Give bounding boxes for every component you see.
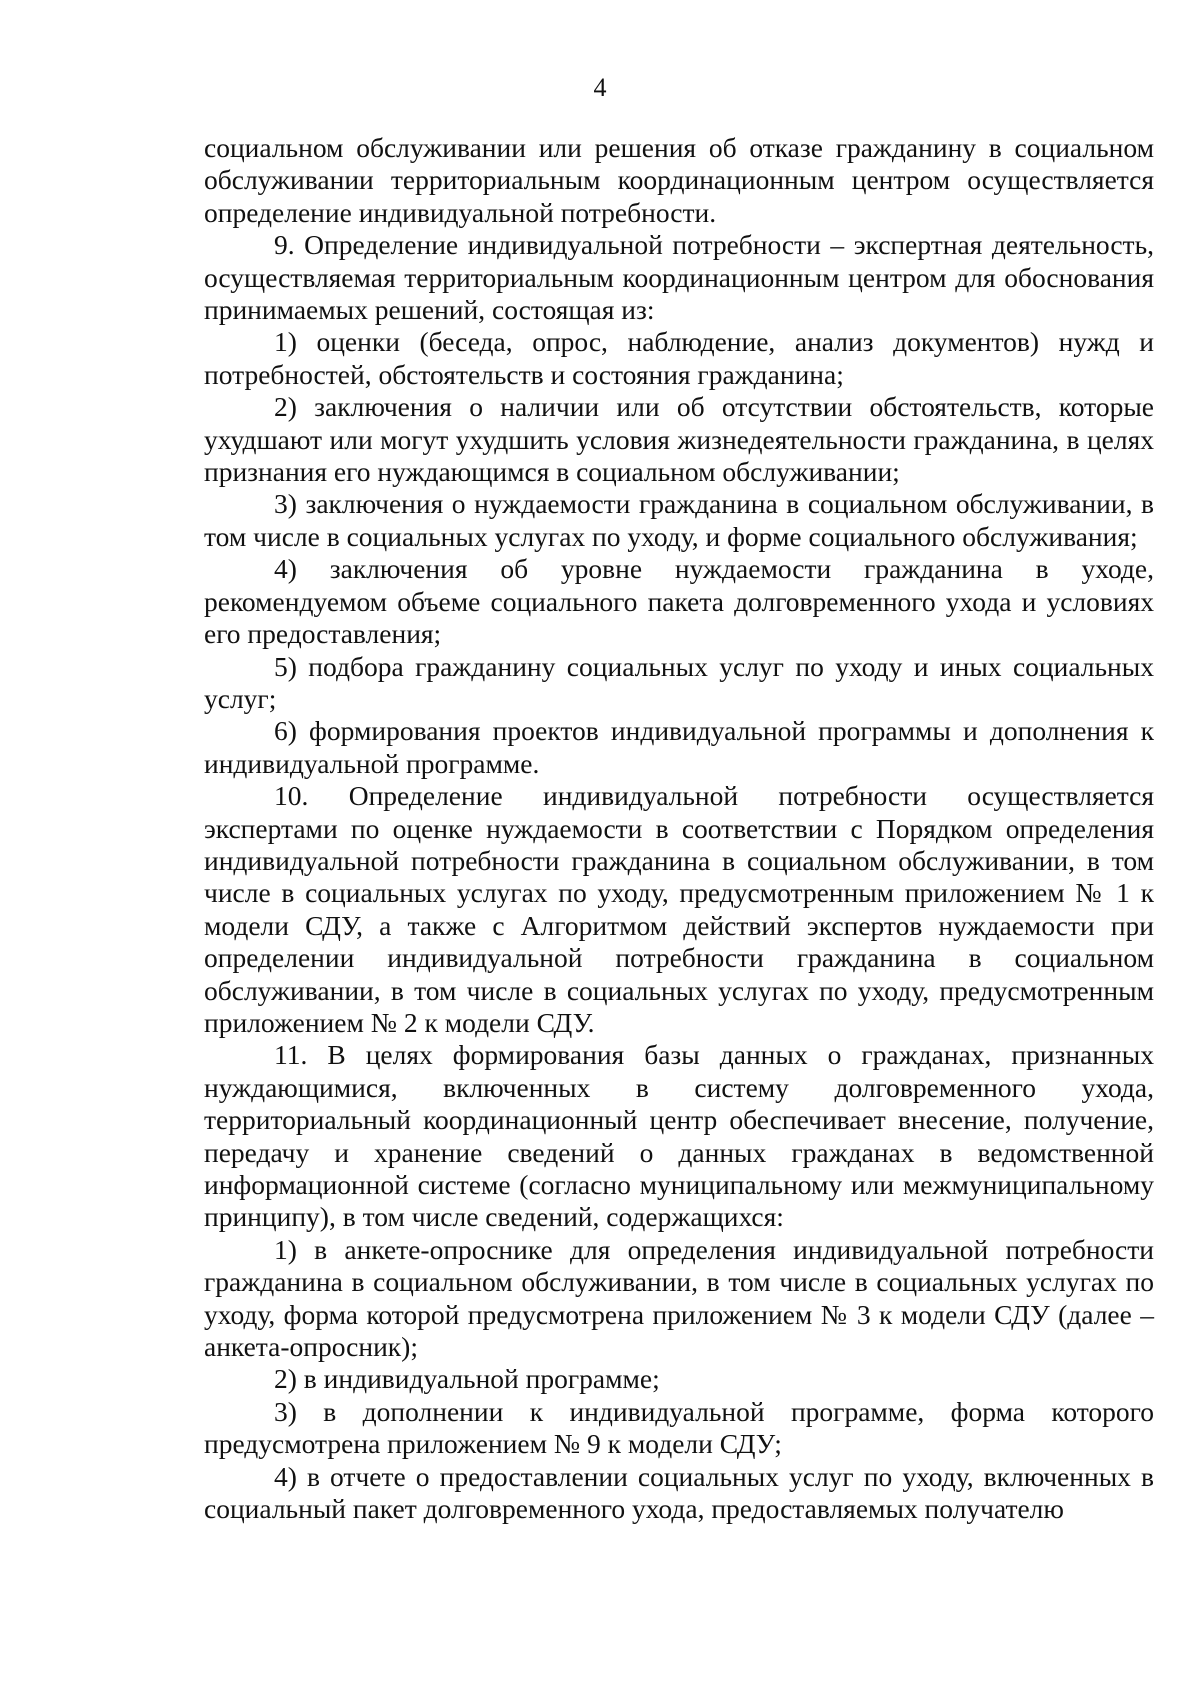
list-item: 4) заключения об уровне нуждаемости гражданина в уходе, рекомендуемом объеме социального пакета долговременного ухода и условиях его предоставления; — [204, 553, 1154, 650]
list-item: 6) формирования проектов индивидуальной программы и дополнения к индивидуальной программе. — [204, 715, 1154, 779]
document-body — [204, 132, 1154, 1525]
list-item: 1) оценки (беседа, опрос, наблюдение, анализ документов) нужд и потребностей, обстоятельств и состояния гражданина; — [204, 326, 1154, 390]
list-item: 2) в индивидуальной программе; — [274, 1363, 660, 1395]
list-item: 5) подбора гражданину социальных услуг по уходу и иных социальных услуг; — [204, 650, 1154, 714]
page-number: 4 — [593, 73, 607, 102]
list-item: 2) заключения о наличии или об отсутствии обстоятельств, которые ухудшают или могут ухудшить условия жизнедеятельности гражданина, в целях признания его нуждающимся в социальном обслуживании; — [204, 391, 1154, 488]
list-item: 4) в отчете о предоставлении социальных услуг по уходу, включенных в социальный пакет долговременного ухода, предоставляемых получателю — [204, 1460, 1154, 1525]
paragraph-clause-10: 10. Определение индивидуальной потребности осуществляется экспертами по оценке нуждаемости в соответствии с Порядком определения индивидуальной потребности гражданина в социальном обслуживании, в том числе в социальных услугах по уходу, предусмотренным приложением № 1 к модели СДУ, а также с Алгоритмом действий экспертов нуждаемости при определении индивидуальной потребности гражданина в социальном обслуживании, в том числе в социальных услугах по уходу, предусмотренным приложением № 2 к модели СДУ. — [204, 780, 1154, 1038]
list-item: 1) в анкете-опроснике для определения индивидуальной потребности гражданина в социальном обслуживании, в том числе в социальных услугах по уходу, форма которой предусмотрена приложением № 3 к модели СДУ (далее – анкета-опросник); — [204, 1233, 1154, 1363]
list-item: 3) в дополнении к индивидуальной программе, форма которого предусмотрена приложением № 9 к модели СДУ; — [204, 1395, 1154, 1460]
paragraph-clause-9: 9. Определение индивидуальной потребности – экспертная деятельность, осуществляемая территориальным координационным центром для обоснования принимаемых решений, состоящая из: — [204, 229, 1154, 326]
list-item: 3) заключения о нуждаемости гражданина в социальном обслуживании, в том числе в социальных услугах по уходу, и форме социального обслуживания; — [204, 488, 1154, 552]
paragraph: социальном обслуживании или решения об отказе гражданину в социальном обслуживании территориальным координационным центром осуществляется определение индивидуальной потребности. — [204, 132, 1154, 228]
paragraph-clause-11: 11. В целях формирования базы данных о гражданах, признанных нуждающимися, включенных в систему долговременного ухода, территориальный координационный центр обеспечивает внесение, получение, передачу и хранение сведений о данных гражданах в ведомственной информационной системе (согласно муниципальному или межмуниципальному принципу), в том числе сведений, содержащихся: — [204, 1039, 1154, 1233]
